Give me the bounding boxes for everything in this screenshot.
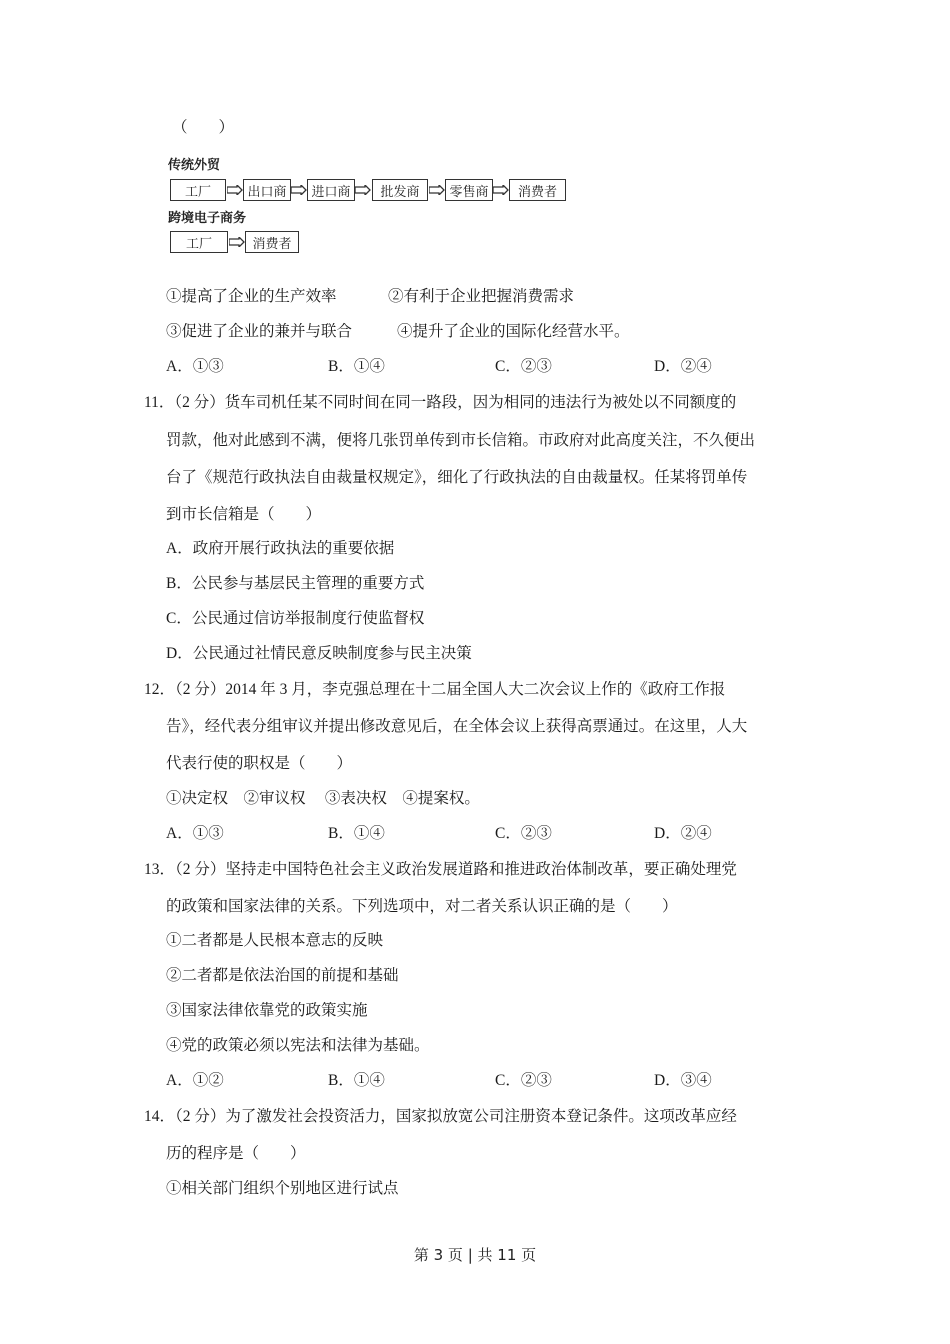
statement-2: ②二者都是依法治国的前提和基础 <box>166 967 399 984</box>
box-exporter: 出口商 <box>243 179 291 201</box>
option-c: C．公民通过信访举报制度行使监督权 <box>166 610 425 627</box>
question-11-stem-cont: 到市长信箱是（ ） <box>166 506 322 523</box>
option-b: B．①④ <box>328 825 385 842</box>
double-arrow-icon <box>229 237 245 247</box>
box-retailer: 零售商 <box>445 179 493 201</box>
option-a: A．政府开展行政执法的重要依据 <box>166 540 395 557</box>
option-c: C．②③ <box>495 358 552 375</box>
option-a: A．①③ <box>166 825 224 842</box>
box-wholesaler: 批发商 <box>372 179 428 201</box>
question-14-stem: 14．（2 分）为了激发社会投资活力，国家拟放宽公司注册资本登记条件。这项改革应经 <box>144 1108 737 1125</box>
question-13-stem: 13．（2 分）坚持走中国特色社会主义政治发展道路和推进政治体制改革，要正确处理党 <box>144 861 737 878</box>
traditional-trade-label: 传统外贸 <box>168 158 221 173</box>
double-arrow-icon <box>493 185 509 195</box>
box-consumer: 消费者 <box>245 231 299 253</box>
question-12-stem-cont: 代表行使的职权是（ ） <box>166 755 353 772</box>
option-d: D．③④ <box>654 1072 712 1089</box>
box-consumer: 消费者 <box>509 179 566 201</box>
question-12-stem-cont: 告》，经代表分组审议并提出修改意见后，在全体会议上获得高票通过。在这里，人大 <box>166 718 748 735</box>
box-factory: 工厂 <box>170 231 228 253</box>
statement-3: ③促进了企业的兼并与联合 <box>166 323 353 340</box>
statement-1: ①相关部门组织个别地区进行试点 <box>166 1180 399 1197</box>
question-13-stem-cont: 的政策和国家法律的关系。下列选项中，对二者关系认识正确的是（ ） <box>166 898 678 915</box>
statement-1: ①二者都是人民根本意志的反映 <box>166 932 384 949</box>
double-arrow-icon <box>355 185 371 195</box>
option-c: C．②③ <box>495 825 552 842</box>
question-12-stem: 12．（2 分）2014 年 3 月，李克强总理在十二届全国人大二次会议上作的《政府工作报 <box>144 681 726 698</box>
question-14-stem-cont: 历的程序是（ ） <box>166 1145 306 1162</box>
option-d: D．公民通过社情民意反映制度参与民主决策 <box>166 645 472 662</box>
option-d: D．②④ <box>654 358 712 375</box>
option-a: A．①③ <box>166 358 224 375</box>
statement-2: ②有利于企业把握消费需求 <box>388 288 575 305</box>
option-a: A．①② <box>166 1072 224 1089</box>
question-11-stem-cont: 罚款，他对此感到不满，便将几张罚单传到市长信箱。市政府对此高度关注，不久便出 <box>166 432 756 449</box>
question-11-stem-cont: 台了《规范行政执法自由裁量权规定》，细化了行政执法的自由裁量权。任某将罚单传 <box>166 469 748 486</box>
page-number: 第 3 页 | 共 11 页 <box>413 1246 537 1264</box>
double-arrow-icon <box>429 185 445 195</box>
question-12-statements: ①决定权 ②审议权 ③表决权 ④提案权。 <box>166 790 480 807</box>
option-b: B．公民参与基层民主管理的重要方式 <box>166 575 425 592</box>
option-c: C．②③ <box>495 1072 552 1089</box>
statement-1: ①提高了企业的生产效率 <box>166 288 337 305</box>
option-b: B．①④ <box>328 358 385 375</box>
statement-3: ③国家法律依靠党的政策实施 <box>166 1002 368 1019</box>
statement-4: ④提升了企业的国际化经营水平。 <box>397 323 630 340</box>
box-factory: 工厂 <box>170 179 226 201</box>
question-11-stem: 11．（2 分）货车司机任某不同时间在同一路段，因为相同的违法行为被处以不同额度的 <box>144 394 737 411</box>
box-importer: 进口商 <box>307 179 355 201</box>
double-arrow-icon <box>291 185 307 195</box>
answer-paren: （ ） <box>172 119 235 136</box>
crossborder-ecommerce-label: 跨境电子商务 <box>168 211 247 226</box>
option-b: B．①④ <box>328 1072 385 1089</box>
statement-4: ④党的政策必须以宪法和法律为基础。 <box>166 1037 430 1054</box>
option-d: D．②④ <box>654 825 712 842</box>
double-arrow-icon <box>227 185 243 195</box>
